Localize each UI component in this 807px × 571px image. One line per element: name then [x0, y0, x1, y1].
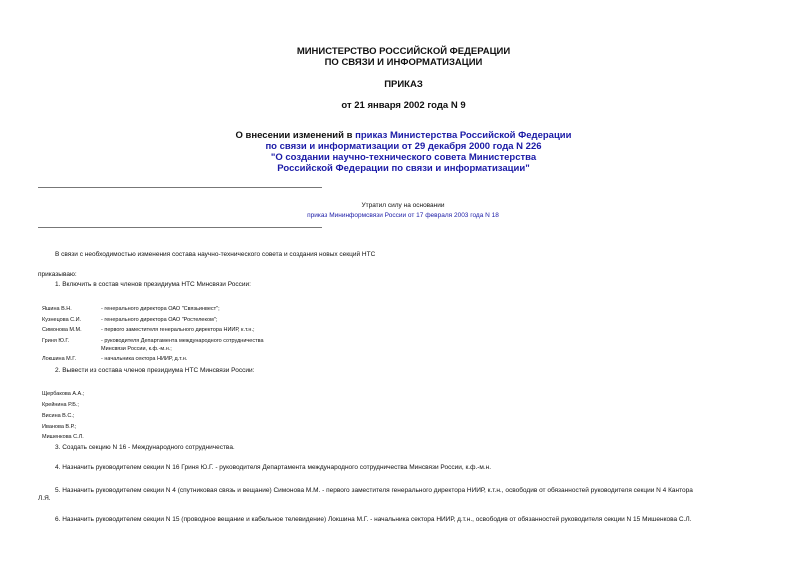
- item-3: 3. Создать секцию N 16 - Международного сотрудничества.: [55, 444, 235, 451]
- title-prefix: О внесении изменений в: [235, 130, 356, 141]
- member-name: Яшина В.Н.: [42, 306, 72, 312]
- item-5: 5. Назначить руководителем секции N 4 (спутниковая связь и вещание) Симонова М.М. - первого заместителя генерального директора НИИР, к.т.н., освободив от обязанностей руководителя секции N 4 Кантора: [55, 487, 693, 494]
- ministry-name-line1: МИНИСТЕРСТВО РОССИЙСКОЙ ФЕДЕРАЦИИ: [296, 46, 511, 57]
- item-1: 1. Включить в состав членов президиума НТС Минсвязи России:: [55, 281, 251, 288]
- member-position-cont: Минсвязи России, к.ф.-м.н.;: [101, 346, 172, 352]
- list-item: Крейнина Р.Б.;: [42, 402, 79, 408]
- member-position: - генерального директора ОАО "Связьинвест";: [101, 306, 220, 312]
- list-item: Висина В.С.;: [42, 413, 75, 419]
- title-link-part4[interactable]: Российской Федерации по связи и информатизации": [277, 163, 530, 174]
- member-position: - руководителя Департамента международного сотрудничества: [101, 338, 264, 344]
- member-name: Симонова М.М.: [42, 327, 82, 333]
- member-name: Кузнецова С.И.: [42, 317, 82, 323]
- document-title-line1: [0, 130, 807, 141]
- member-position: - начальника сектора НИИР, д.т.н.: [101, 356, 188, 362]
- item-2: 2. Вывести из состава членов президиума НТС Минсвязи России:: [55, 367, 255, 374]
- member-position: - первого заместителя генерального директора НИИР, к.т.н.;: [101, 327, 255, 333]
- separator-top: [38, 187, 322, 188]
- title-link-part2[interactable]: по связи и информатизации от 29 декабря 2000 года N 226: [265, 141, 542, 152]
- lost-force-note: Утратил силу на основании: [361, 202, 445, 209]
- basis-order-link[interactable]: приказ Мининформсвязи России от 17 февраля 2003 года N 18: [307, 212, 499, 219]
- member-name: Локшина М.Г.: [42, 356, 77, 362]
- list-item: Иванова В.Р.;: [42, 424, 77, 430]
- list-item: Щербакова А.А.;: [42, 391, 85, 397]
- title-link-part3[interactable]: "О создании научно-технического совета Министерства: [270, 152, 537, 163]
- document-type: ПРИКАЗ: [384, 79, 423, 90]
- item-6: 6. Назначить руководителем секции N 15 (проводное вещание и кабельное телевидение) Локшина М.Г. - начальника сектора НИИР, д.т.н., освободив от обязанностей руководителя секции N 15 Мишенкова С.Л.: [55, 516, 692, 523]
- member-name: Гриня Ю.Г.: [42, 338, 70, 344]
- order-word: приказываю:: [38, 271, 77, 278]
- separator-bottom: [38, 227, 322, 228]
- ministry-name-line2: ПО СВЯЗИ И ИНФОРМАТИЗАЦИИ: [324, 57, 483, 68]
- item-5-cont: Л.Я.: [38, 495, 51, 502]
- member-position: - генерального директора ОАО "Ростелеком";: [101, 317, 218, 323]
- preamble: В связи с необходимостью изменения состава научно-технического совета и создания новых секций НТС: [55, 251, 376, 258]
- title-link-part1[interactable]: приказ Министерства Российской Федерации: [355, 130, 572, 141]
- item-4: 4. Назначить руководителем секции N 16 Гриня Ю.Г. - руководителя Департамента международного сотрудничества Минсвязи России, к.ф.-м.н.: [55, 464, 492, 471]
- list-item: Мишенкова С.Л.: [42, 434, 84, 440]
- document-date-number: от 21 января 2002 года N 9: [341, 100, 466, 111]
